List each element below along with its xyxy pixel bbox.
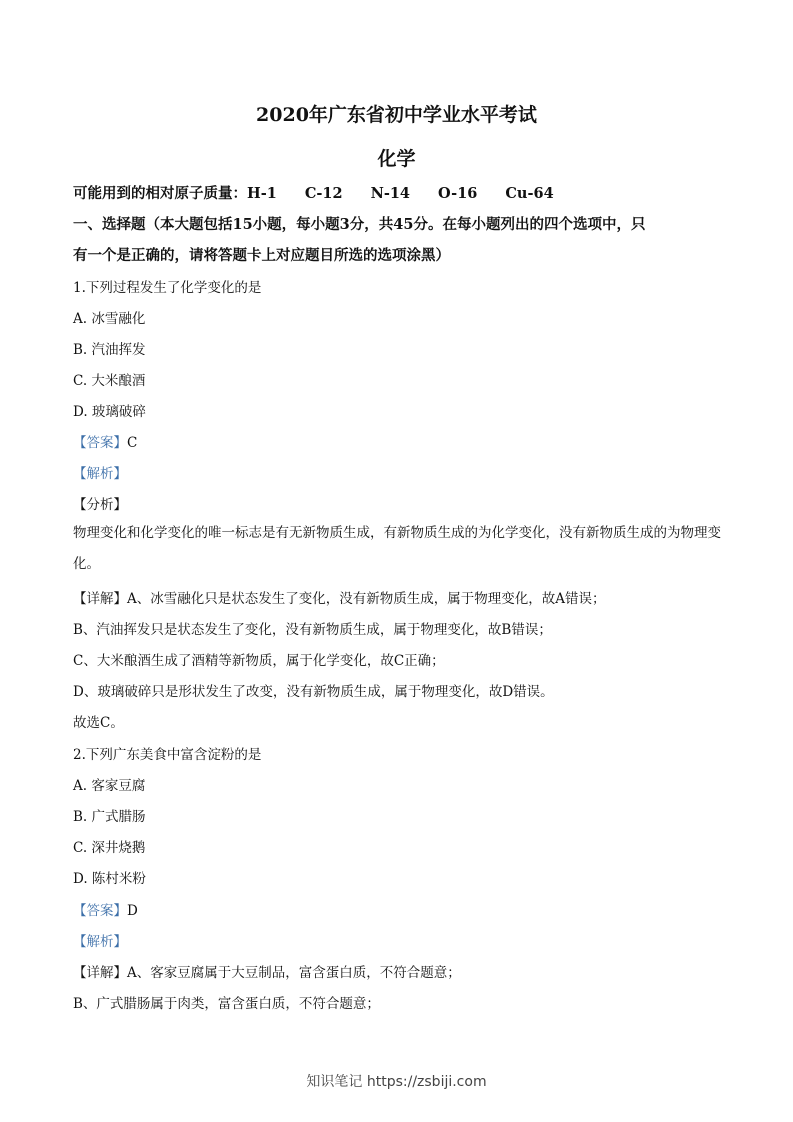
atomic-mass-h: H-1 — [247, 185, 277, 202]
atomic-mass-o: O-16 — [438, 185, 478, 202]
q2-answer — [73, 899, 138, 919]
q2-stem: 2.下列广东美食中富含淀粉的是 — [73, 747, 262, 763]
q1-option-a: A. 冰雪融化 — [73, 311, 146, 327]
q2-detail-2: B、广式腊肠属于肉类，富含蛋白质，不符合题意； — [73, 996, 380, 1012]
atomic-mass-c: C-12 — [304, 185, 343, 202]
q1-answer — [73, 431, 137, 451]
q1-detail-3: C、大米酿酒生成了酒精等新物质，属于化学变化，故C正确； — [73, 653, 445, 669]
q2-answer-label: 【答案】 — [73, 903, 127, 919]
q1-detail-2: B、汽油挥发只是状态发生了变化，没有新物质生成，属于物理变化，故B错误； — [73, 622, 552, 638]
atomic-mass-n: N-14 — [370, 185, 411, 202]
subject-title: 化学 — [377, 148, 416, 170]
q1-answer-label: 【答案】 — [73, 435, 127, 451]
q1-option-d: D. 玻璃破碎 — [73, 404, 146, 420]
page-title: 2020年广东省初中学业水平考试 — [256, 104, 537, 126]
q1-option-c: C. 大米酿酒 — [73, 373, 146, 389]
atomic-mass-label: 可能用到的相对原子质量： — [73, 185, 247, 202]
q2-answer-value: D — [127, 903, 138, 919]
q1-detail-4: D、玻璃破碎只是形状发生了改变，没有新物质生成，属于物理变化，故D错误。 — [73, 684, 554, 700]
q1-stem: 1.下列过程发生了化学变化的是 — [73, 280, 262, 296]
q1-detail-1: 【详解】A、冰雪融化只是状态发生了变化，没有新物质生成，属于物理变化，故A错误； — [73, 591, 606, 607]
section-heading-line2: 有一个是正确的，请将答题卡上对应题目所选的选项涂黑） — [73, 247, 450, 264]
q1-fenxi-label: 【分析】 — [73, 497, 127, 513]
q1-fenxi-text: 物理变化和化学变化的唯一标志是有无新物质生成，有新物质生成的为化学变化，没有新物质生成的为物理变化。 — [73, 525, 721, 572]
q2-option-a: A. 客家豆腐 — [73, 778, 146, 794]
q1-option-b: B. 汽油挥发 — [73, 342, 146, 358]
q2-option-c: C. 深井烧鹅 — [73, 840, 146, 856]
q1-conclusion: 故选C。 — [73, 715, 124, 731]
q2-detail-1: 【详解】A、客家豆腐属于大豆制品，富含蛋白质，不符合题意； — [73, 965, 461, 981]
q2-option-d: D. 陈村米粉 — [73, 871, 146, 887]
atomic-mass-line — [73, 182, 554, 203]
q1-answer-value: C — [127, 435, 138, 451]
footer-watermark: 知识笔记 https://zsbiji.com — [306, 1074, 487, 1090]
atomic-mass-cu: Cu-64 — [505, 185, 554, 202]
q2-option-b: B. 广式腊肠 — [73, 809, 146, 825]
q2-analysis-label: 【解析】 — [73, 934, 127, 950]
section-heading-line1: 一、选择题（本大题包括15小题，每小题3分，共45分。在每小题列出的四个选项中，只 — [73, 216, 646, 233]
q1-analysis-label: 【解析】 — [73, 466, 127, 482]
